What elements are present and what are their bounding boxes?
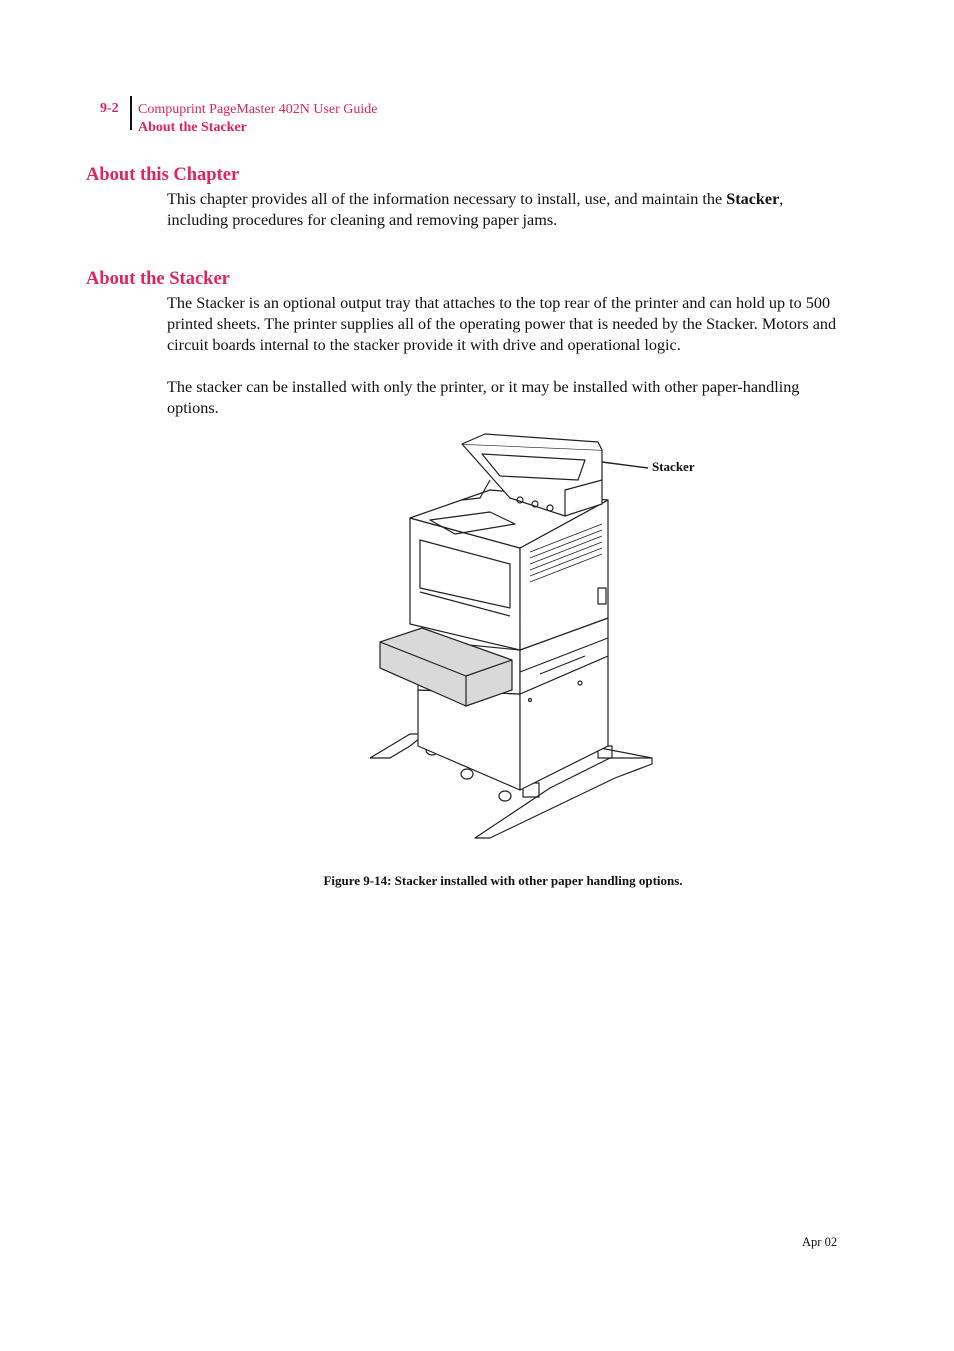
footer-date: Apr 02 <box>802 1235 838 1249</box>
callout-leader-line <box>602 462 648 468</box>
stacker-paragraph-2: The stacker can be installed with only the printer, or it may be installed with other paper-handling options. <box>167 378 800 417</box>
heading-about-the-stacker: About the Stacker <box>86 269 230 289</box>
stacker-term: Stacker <box>726 190 780 208</box>
left-foot <box>370 734 425 758</box>
stacker-paragraph-1: The Stacker is an optional output tray that attaches to the top rear of the printer and can hold up to 500 printed sheets. The printer supplies all of the operating power that is needed by the Stacker. Motors and circuit boards internal to the stacker provide it with drive and operational logic. <box>167 294 837 354</box>
chapter-intro-paragraph: This chapter provides all of the information necessary to install, use, and maintain the Stacker, including procedures for cleaning and removing paper jams. <box>167 190 784 229</box>
foot-edge <box>600 748 652 758</box>
section-title: About the Stacker <box>138 120 247 135</box>
printer-stacker-illustration <box>370 428 710 848</box>
figure-caption: Figure 9-14: Stacker installed with other paper handling options. <box>323 873 683 888</box>
header-divider <box>130 96 132 130</box>
guide-title: Compuprint PageMaster 402N User Guide <box>138 102 378 117</box>
caster-2 <box>461 769 473 779</box>
heading-about-this-chapter: About this Chapter <box>86 165 240 185</box>
caster-3 <box>499 791 511 801</box>
header-text <box>138 101 378 137</box>
stacker-callout-label: Stacker <box>652 459 695 474</box>
page-number: 9-2 <box>100 101 119 116</box>
